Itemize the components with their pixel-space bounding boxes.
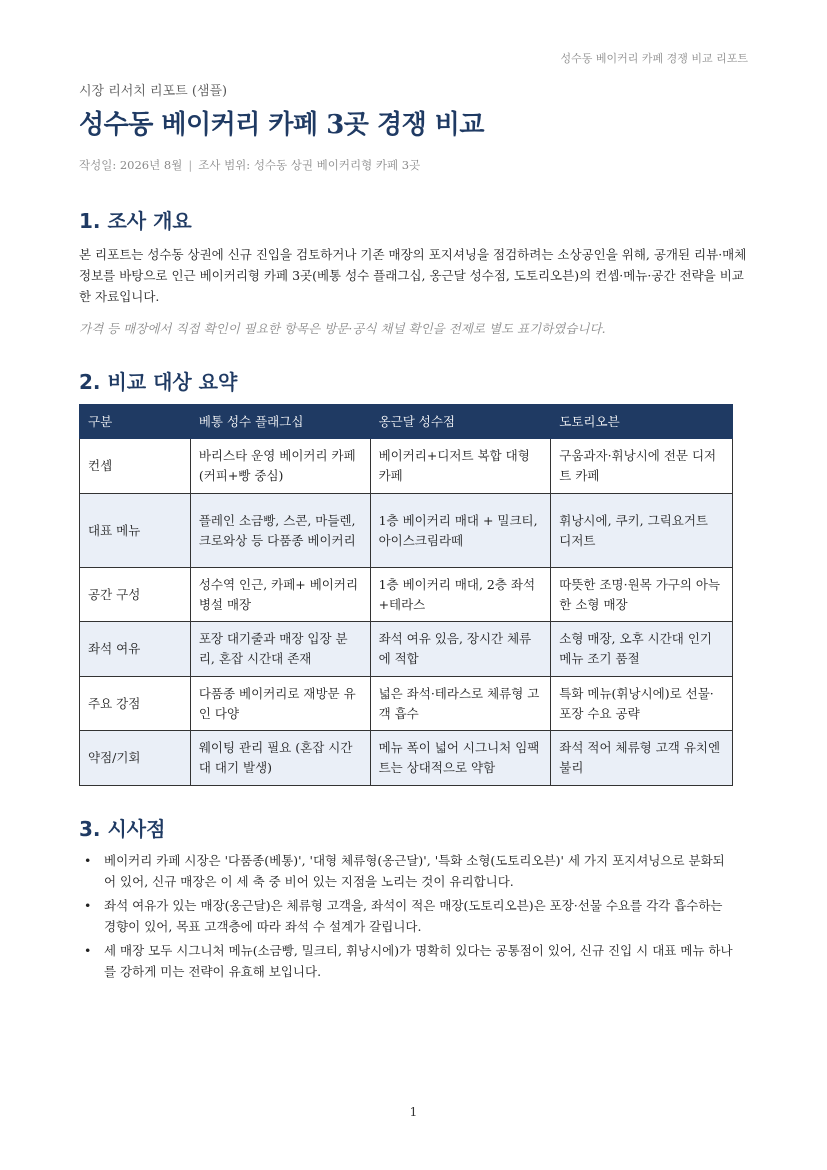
- table-cell: 넓은 좌석·테라스로 체류형 고객 흡수: [370, 677, 551, 731]
- table-cell: 메뉴 폭이 넓어 시그니처 임팩트는 상대적으로 약함: [370, 731, 551, 786]
- table-row-label: 주요 강점: [80, 677, 191, 731]
- table-cell: 휘낭시에, 쿠키, 그릭요거트 디저트: [551, 494, 733, 568]
- running-header: 성수동 베이커리 카페 경쟁 비교 리포트: [560, 52, 748, 65]
- table-cell: 특화 메뉴(휘낭시에)로 선물·포장 수요 공략: [551, 677, 733, 731]
- table-row-label: 컨셉: [80, 439, 191, 494]
- table-row: [80, 494, 733, 568]
- table-cell: 포장 대기줄과 매장 입장 분리, 혼잡 시간대 존재: [190, 622, 370, 677]
- table-row-label: 공간 구성: [80, 568, 191, 622]
- table-row: [80, 439, 733, 494]
- table-cell: 좌석 여유 있음, 장시간 체류에 적합: [370, 622, 551, 677]
- table-row: [80, 568, 733, 622]
- list-item: [84, 940, 734, 982]
- table-header-row: [80, 405, 733, 439]
- meta-separator: |: [188, 158, 193, 172]
- comparison-table: [79, 404, 733, 786]
- overview-paragraph: 본 리포트는 성수동 상권에 신규 진입을 검토하거나 기존 매장의 포지셔닝을 점검하려는 소상공인을 위해, 공개된 리뷰·매체 정보를 바탕으로 인근 베이커리형 카페 3곳(베통 성수 플래그십, 옹근달 성수점, 도토리오븐)의 컨셉·메뉴·공간 전략을 비교한 자료입니다.: [79, 247, 747, 304]
- bullet-icon: •: [84, 943, 92, 958]
- report-scope: 조사 범위: 성수동 상권 베이커리형 카페 3곳: [198, 158, 421, 172]
- page-number: 1: [409, 1105, 418, 1119]
- table-header-cell: 옹근달 성수점: [370, 405, 551, 439]
- table-row-label: 좌석 여유: [80, 622, 191, 677]
- implications-list: [84, 850, 734, 985]
- table-cell: 1층 베이커리 매대 + 밀크티, 아이스크림라떼: [370, 494, 551, 568]
- table-cell: 바리스타 운영 베이커리 카페 (커피+빵 중심): [190, 439, 370, 494]
- table-header-cell: 구분: [80, 405, 191, 439]
- section-heading-implications: 3. 시사점: [79, 817, 166, 841]
- page-title: 성수동 베이커리 카페 3곳 경쟁 비교: [79, 110, 484, 140]
- table-row: [80, 731, 733, 786]
- table-cell: 웨이팅 관리 필요 (혼잡 시간대 대기 발생): [190, 731, 370, 786]
- table-cell: 따뜻한 조명·원목 가구의 아늑한 소형 매장: [551, 568, 733, 622]
- list-item-text: 좌석 여유가 있는 매장(옹근달)은 체류형 고객을, 좌석이 적은 매장(도토리오븐)은 포장·선물 수요를 각각 흡수하는 경향이 있어, 목표 고객층에 따라 좌석 수 설계가 갈립니다.: [104, 898, 723, 934]
- table-cell: 다품종 베이커리로 재방문 유인 다양: [190, 677, 370, 731]
- table-row: [80, 677, 733, 731]
- list-item-text: 세 매장 모두 시그니처 메뉴(소금빵, 밀크티, 휘낭시에)가 명확히 있다는 공통점이 있어, 신규 진입 시 대표 메뉴 하나를 강하게 미는 전략이 유효해 보입니다.: [104, 943, 733, 979]
- table-row-label: 약점/기회: [80, 731, 191, 786]
- table-cell: 구움과자·휘낭시에 전문 디저트 카페: [551, 439, 733, 494]
- table-cell: 1층 베이커리 매대, 2층 좌석+테라스: [370, 568, 551, 622]
- bullet-icon: •: [84, 898, 92, 913]
- table-cell: 성수역 인근, 카페+ 베이커리 병설 매장: [190, 568, 370, 622]
- list-item: [84, 850, 734, 892]
- list-item: [84, 895, 734, 937]
- section-heading-summary: 2. 비교 대상 요약: [79, 370, 238, 394]
- table-row-label: 대표 메뉴: [80, 494, 191, 568]
- section-heading-overview: 1. 조사 개요: [79, 209, 192, 233]
- report-date: 작성일: 2026년 8월: [79, 158, 183, 172]
- bullet-icon: •: [84, 853, 92, 868]
- list-item-text: 베이커리 카페 시장은 '다품종(베통)', '대형 체류형(옹근달)', '특화 소형(도토리오븐)' 세 가지 포지셔닝으로 분화되어 있어, 신규 매장은 이 세 축 중 비어 있는 지점을 노리는 것이 유리합니다.: [104, 853, 725, 889]
- table-cell: 플레인 소금빵, 스콘, 마들렌, 크로와상 등 다품종 베이커리: [190, 494, 370, 568]
- table-header-cell: 베통 성수 플래그십: [190, 405, 370, 439]
- table-row: [80, 622, 733, 677]
- table-cell: 베이커리+디저트 복합 대형 카페: [370, 439, 551, 494]
- report-meta: [79, 157, 420, 173]
- table-cell: 소형 매장, 오후 시간대 인기 메뉴 조기 품절: [551, 622, 733, 677]
- table-header-cell: 도토리오븐: [551, 405, 733, 439]
- note-paragraph: 가격 등 매장에서 직접 확인이 필요한 항목은 방문·공식 채널 확인을 전제로 별도 표기하였습니다.: [79, 321, 606, 336]
- table-cell: 좌석 적어 체류형 고객 유치엔 불리: [551, 731, 733, 786]
- report-kicker: 시장 리서치 리포트 (샘플): [79, 84, 228, 99]
